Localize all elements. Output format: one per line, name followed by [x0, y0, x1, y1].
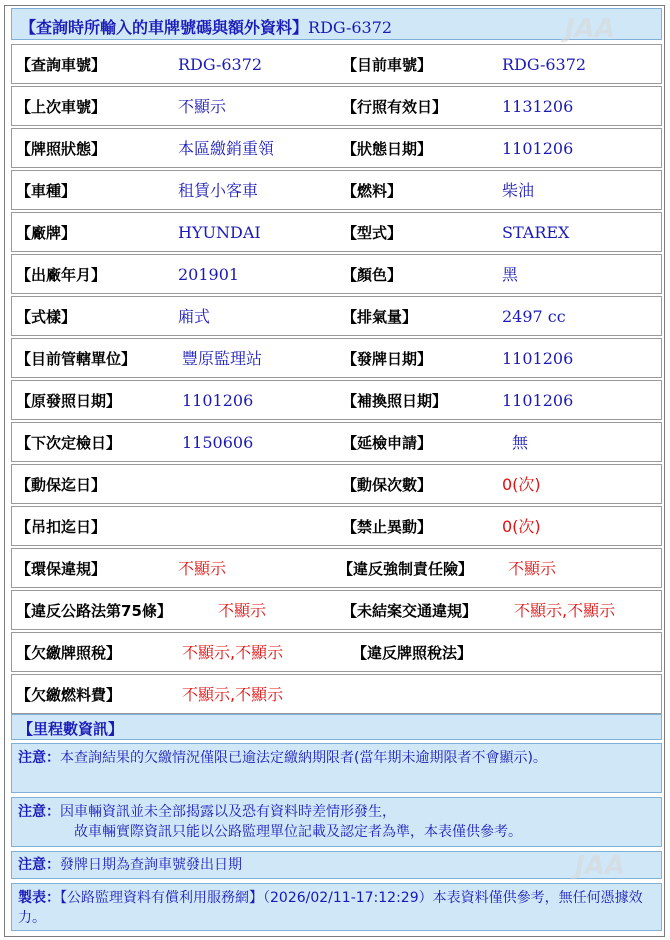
report-frame — [4, 5, 665, 937]
field-value: 租賃小客車 — [178, 181, 259, 200]
field-value: RDG-6372 — [178, 55, 263, 74]
table-row — [11, 590, 662, 630]
table-row — [11, 212, 662, 252]
field-label: 【違反強制責任險】 — [338, 560, 474, 578]
table-row — [11, 128, 662, 168]
table-row — [11, 548, 662, 588]
footer-label: 製表： — [18, 890, 60, 906]
report-header — [11, 8, 662, 40]
field-label: 【式樣】 — [16, 308, 77, 326]
field-value: RDG-6372 — [502, 55, 587, 74]
header-plate: RDG-6372 — [308, 18, 393, 37]
note-text: 本查詢結果的欠繳情況僅限已逾法定繳納期限者(當年期未逾期限者不會顯示)。 — [60, 750, 547, 766]
field-value: 1131206 — [502, 97, 574, 116]
header-title: 【查詢時所輸入的車牌號碼與額外資料】RDG-6372 — [20, 18, 393, 37]
field-label: 【違反公路法第75條】 — [16, 602, 172, 620]
note-label: 注意： — [18, 857, 60, 873]
table-row — [11, 338, 662, 378]
field-label: 【狀態日期】 — [342, 140, 433, 158]
field-value: 不顯示 — [218, 601, 267, 620]
field-value: 黑 — [502, 265, 519, 284]
field-value: 201901 — [178, 265, 240, 284]
field-value: 1101206 — [502, 349, 574, 368]
field-label: 【排氣量】 — [342, 308, 418, 326]
field-label: 【目前管轄單位】 — [16, 350, 137, 368]
field-value: 豐原監理站 — [182, 349, 263, 368]
mileage-title: 【里程數資訊】 — [18, 720, 124, 738]
watermark-logo: JAA — [565, 14, 615, 44]
note-overdue — [11, 743, 662, 793]
field-label: 【上次車號】 — [16, 98, 107, 116]
field-label: 【環保違規】 — [16, 560, 107, 578]
table-row — [11, 296, 662, 336]
field-label: 【未結案交通違規】 — [342, 602, 478, 620]
field-label: 【目前車號】 — [342, 56, 433, 74]
table-row — [11, 464, 662, 504]
field-value: 無 — [512, 433, 529, 452]
field-value: 不顯示 — [508, 559, 557, 578]
footer-text: 【公路監理資料有償利用服務網】（2026/02/11-17:12:29）本表資料僅供參考，無任何憑據效力。 — [18, 890, 643, 926]
field-value: 不顯示 — [178, 97, 227, 116]
table-row — [11, 254, 662, 294]
field-label: 【型式】 — [342, 224, 403, 242]
watermark-logo: JAA — [575, 851, 625, 881]
field-label: 【吊扣迄日】 — [16, 518, 107, 536]
field-label: 【違反牌照稅法】 — [352, 644, 473, 662]
field-label: 【下次定檢日】 — [16, 434, 122, 452]
table-row — [11, 674, 662, 714]
field-value: 2497 cc — [502, 307, 566, 326]
field-value: STAREX — [502, 223, 570, 242]
field-label: 【車種】 — [16, 182, 77, 200]
field-label: 【原發照日期】 — [16, 392, 122, 410]
table-row — [11, 422, 662, 462]
field-label: 【燃料】 — [342, 182, 403, 200]
field-value: 1101206 — [502, 139, 574, 158]
field-value: 1101206 — [182, 391, 254, 410]
note-text: 發牌日期為查詢車號發出日期 — [60, 857, 242, 873]
field-label: 【發牌日期】 — [342, 350, 433, 368]
field-label: 【行照有效日】 — [342, 98, 448, 116]
field-value: 0(次) — [502, 517, 541, 536]
note-label: 注意： — [18, 804, 60, 820]
field-value: 1150606 — [182, 433, 254, 452]
table-row — [11, 632, 662, 672]
table-row — [11, 44, 662, 84]
field-label: 【欠繳牌照稅】 — [16, 644, 122, 662]
table-row — [11, 506, 662, 546]
field-value: HYUNDAI — [178, 223, 261, 242]
field-label: 【顏色】 — [342, 266, 403, 284]
field-value: 廂式 — [178, 307, 211, 326]
note-disclaimer — [11, 797, 662, 847]
field-value: 不顯示,不顯示 — [182, 685, 284, 704]
field-label: 【牌照狀態】 — [16, 140, 107, 158]
field-label: 【廠牌】 — [16, 224, 77, 242]
field-value: 不顯示,不顯示 — [514, 601, 616, 620]
field-value: 柴油 — [502, 181, 535, 200]
report-footer — [11, 883, 662, 931]
field-label: 【查詢車號】 — [16, 56, 107, 74]
field-value: 不顯示 — [178, 559, 227, 578]
field-value: 0(次) — [502, 475, 541, 494]
field-label: 【動保迄日】 — [16, 476, 107, 494]
field-label: 【欠繳燃料費】 — [16, 686, 122, 704]
field-label: 【禁止異動】 — [342, 518, 433, 536]
note-plate-date — [11, 851, 662, 879]
table-row — [11, 380, 662, 420]
note-text-line2: 故車輛實際資訊只能以公路監理單位記載及認定者為準，本表僅供參考。 — [74, 824, 522, 840]
table-row — [11, 86, 662, 126]
note-label: 注意： — [18, 750, 60, 766]
field-label: 【動保次數】 — [342, 476, 433, 494]
field-label: 【延檢申請】 — [342, 434, 433, 452]
note-text: 因車輛資訊並未全部揭露以及恐有資料時差情形發生， — [60, 804, 396, 820]
table-row — [11, 170, 662, 210]
field-label: 【出廠年月】 — [16, 266, 107, 284]
mileage-section — [11, 714, 662, 740]
field-label: 【補換照日期】 — [342, 392, 448, 410]
field-value: 1101206 — [502, 391, 574, 410]
field-value: 本區繳銷重領 — [178, 139, 275, 158]
field-value: 不顯示,不顯示 — [182, 643, 284, 662]
